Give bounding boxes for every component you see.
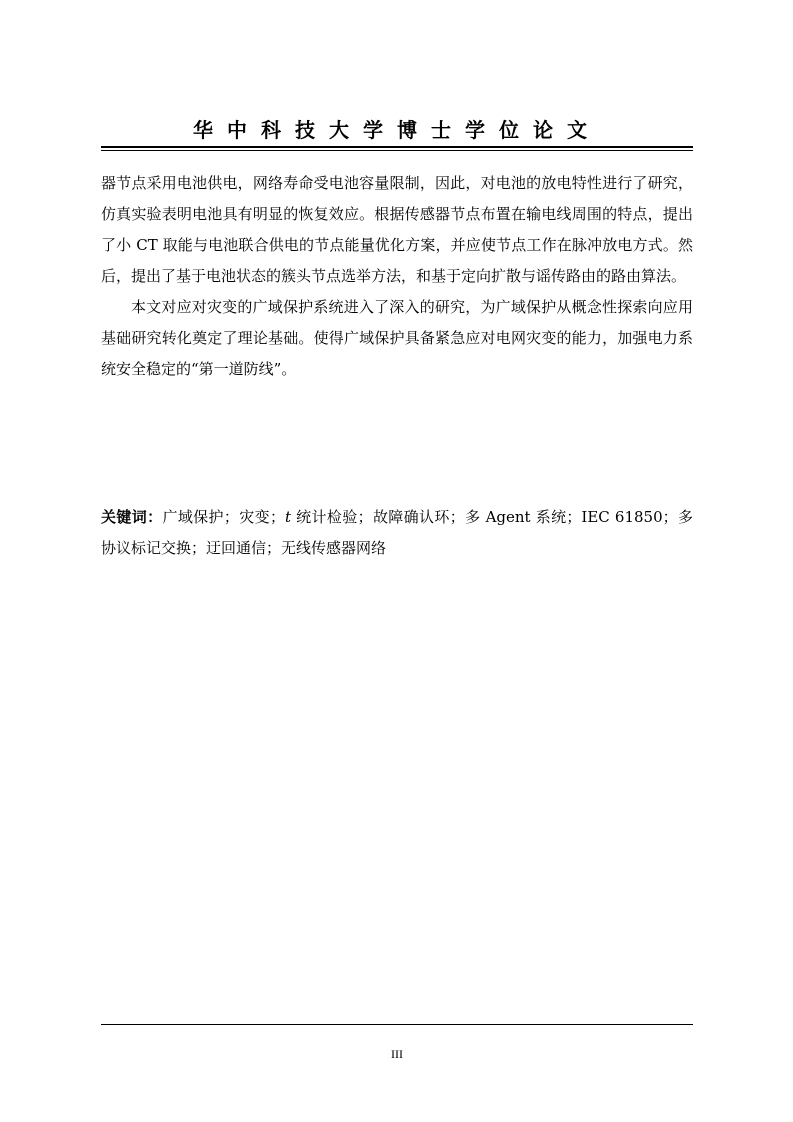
footer-rule xyxy=(101,1024,693,1025)
page-number: III xyxy=(391,1047,403,1061)
keywords-italic-t: t xyxy=(284,508,292,526)
body-paragraph-1: 器节点采用电池供电，网络寿命受电池容量限制，因此，对电池的放电特性进行了研究，仿真实验表明电池具有明显的恢复效应。根据传感器节点布置在输电线周围的特点，提出了小 CT 取能与电池联合供电的节点能量优化方案，并应使节点工作在脉冲放电方式。然后，提出了基于电池状态的簇头节点选举方法，和基于定向扩散与谣传路由的路由算法。 xyxy=(101,174,693,285)
header-rule-thin xyxy=(101,150,693,151)
body-paragraph-2: 本文对应对灾变的广域保护系统进入了深入的研究，为广域保护从概念性探索向应用基础研究转化奠定了理论基础。使得广域保护具备紧急应对电网灾变的能力，加强电力系统安全稳定的“第一道防线”。 xyxy=(101,298,693,378)
keywords-part-2: 统计检验；故障确认环；多 Agent 系统；IEC 61850；多协议标记交换；迂回通信；无线传感器网络 xyxy=(101,508,693,557)
keywords-line xyxy=(101,502,693,564)
abstract-body xyxy=(101,168,693,385)
keywords-part-1: 广域保护；灾变； xyxy=(162,508,285,526)
running-header-title: 华中科技大学博士学位论文 xyxy=(193,118,601,142)
header-rule-thick xyxy=(101,146,693,148)
keywords-label: 关键词： xyxy=(101,508,163,526)
